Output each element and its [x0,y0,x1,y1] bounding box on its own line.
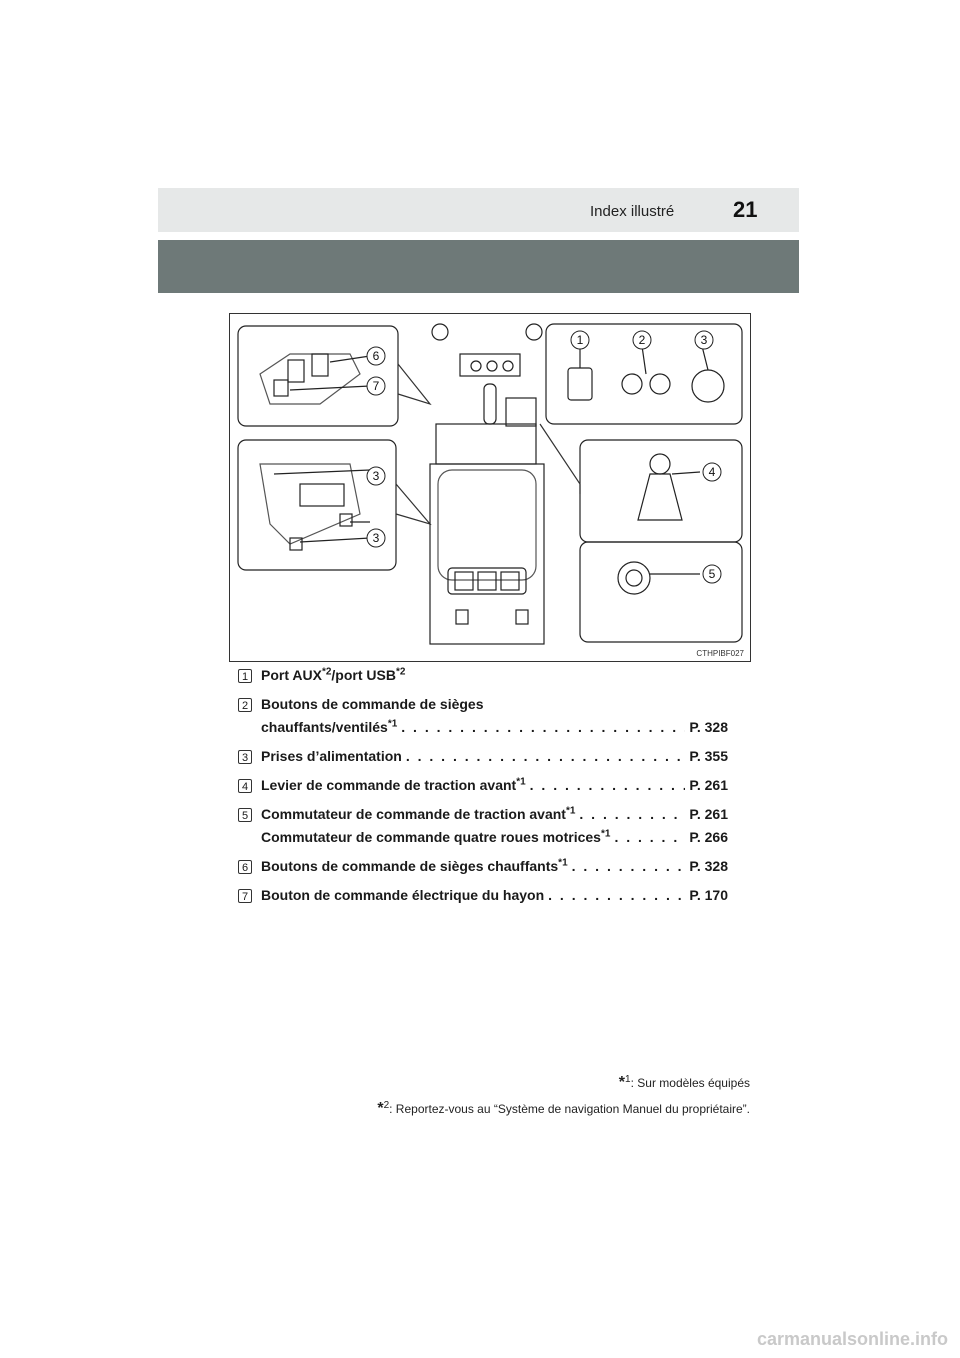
item-number: 3 [238,750,252,764]
section-banner [158,240,799,293]
list-item [238,693,728,739]
item-number: 7 [238,889,252,903]
item-line [261,826,728,849]
svg-text:3: 3 [372,531,380,545]
item-list [238,664,728,907]
item-label: Commutateur de commande de traction avant [261,806,566,822]
item-footnote-ref: *1 [565,805,576,817]
svg-text:3: 3 [372,469,380,483]
page-number: 21 [733,197,758,222]
item-line [261,884,728,907]
item-label: Port AUX [261,667,322,683]
item-line [261,774,728,797]
item-label: chauffants/ventilés [261,719,388,735]
svg-text:1: 1 [576,333,584,347]
page-reference-link[interactable]: P. 170 [689,887,728,903]
item-number: 1 [238,669,252,683]
item-label: Levier de commande de traction avant [261,777,517,793]
svg-text:2: 2 [638,333,646,347]
item-line [261,716,728,739]
section-title: Index illustré [590,203,675,220]
item-label: Boutons de commande de sièges [261,696,484,712]
list-item [238,884,728,907]
inset-traction-lever [580,440,742,542]
item-label: Boutons de commande de sièges chauffants [261,858,559,874]
list-item [238,745,728,768]
item-footnote-ref: *2 [395,666,406,678]
item-footnote-ref: *2 [321,666,332,678]
svg-text:5: 5 [708,567,716,581]
watermark: carmanualsonline.info [756,1329,948,1349]
list-item [238,774,728,797]
list-item [238,664,728,687]
item-line [261,664,728,687]
leader-dots [572,855,686,878]
svg-text:6: 6 [372,349,380,363]
page-reference-link[interactable]: P. 261 [689,777,728,793]
footnotes [377,1070,750,1122]
figure-code: CTHPIBF027 [696,649,744,658]
item-footnote-ref: *1 [558,857,568,869]
svg-text:7: 7 [372,379,380,393]
item-line [261,855,728,878]
leader-dots [401,716,685,739]
item-label: Commutateur de commande quatre roues motrices [261,829,601,845]
item-line [261,803,728,826]
item-label: Prises d’alimentation [261,748,402,764]
leader-dots [530,774,686,797]
console-drawing [230,314,752,663]
item-label: Bouton de commande électrique du hayon [261,887,545,903]
item-footnote-ref: *1 [600,828,611,840]
page-reference-link[interactable]: P. 328 [689,858,728,874]
footnote: *$^1$: Sur modèles équipés [618,1074,750,1091]
footnote: *$^2$: Reportez-vous au “Système de navigation Manuel du propriétaire”. [377,1100,750,1117]
page-reference-link[interactable]: P. 355 [689,748,728,764]
item-number: 5 [238,808,252,822]
item-line [261,745,728,768]
leader-dots [614,826,685,849]
page-reference-link[interactable]: P. 266 [689,829,728,845]
item-label-suffix: /port USB [331,667,396,683]
svg-text:4: 4 [708,465,716,479]
console-body [430,464,544,644]
item-line [261,693,728,716]
list-item [238,855,728,878]
inset-traction-switch [580,542,742,642]
page-reference-link[interactable]: P. 261 [689,806,728,822]
item-number: 4 [238,779,252,793]
svg-text:3: 3 [700,333,708,347]
header-band [158,188,799,232]
item-footnote-ref: *1 [387,718,398,730]
leader-dots [548,884,685,907]
list-item [238,803,728,849]
page-reference-link[interactable]: P. 328 [689,719,728,735]
leader-dots [406,745,686,768]
inset-rear-console [238,440,396,570]
item-footnote-ref: *1 [516,776,526,788]
center-console-illustration [229,313,751,662]
item-number: 2 [238,698,252,712]
item-number: 6 [238,860,252,874]
leader-dots [579,803,685,826]
